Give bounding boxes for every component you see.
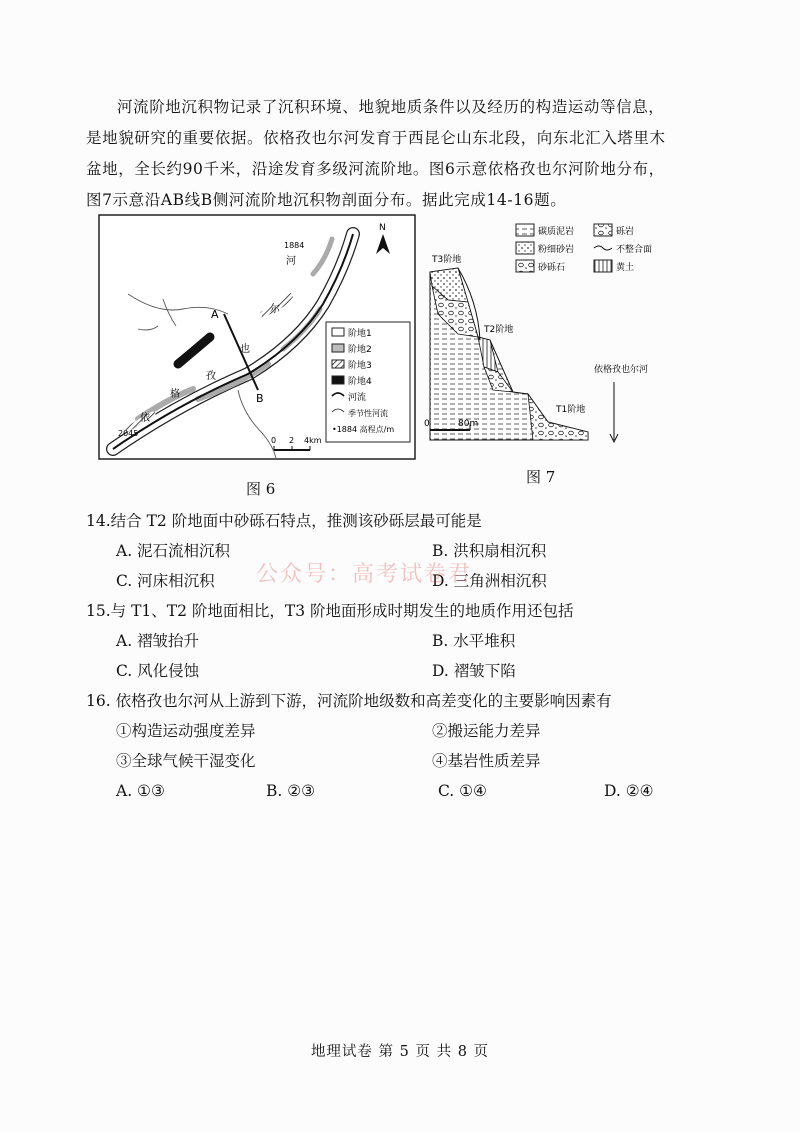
svg-text:0: 0 [271, 436, 277, 445]
question-16-options [86, 776, 726, 806]
option-c[interactable]: C. 风化侵蚀 [116, 662, 200, 680]
option-b[interactable]: B. 水平堆积 [432, 632, 516, 650]
choice-3: ③全球气候干湿变化 [116, 752, 256, 770]
river-label: 依格孜也尔河 [594, 365, 649, 375]
point-a-label: A [211, 308, 219, 321]
watermark-text: 公众号：高考试卷君 [256, 562, 473, 587]
option-a[interactable]: A. 泥石流相沉积 [116, 542, 231, 560]
map-legend [326, 322, 410, 442]
legend-sandy-gravel: 砂砾石 [538, 263, 566, 273]
question-16-stem: 16. 依格孜也尔河从上游到下游，河流阶地级数和高差变化的主要影响因素有 [86, 692, 612, 710]
svg-text:N: N [379, 223, 386, 233]
point-b-label: B [256, 392, 264, 405]
river-char: 格 [170, 389, 180, 400]
intro-paragraph [86, 92, 716, 216]
legend-seasonal-river: 季节性河流 [348, 409, 388, 418]
river-char: 也 [240, 344, 250, 355]
question-16-choices [86, 716, 726, 746]
figure-6-map [98, 214, 416, 460]
t1-gravel [528, 394, 588, 440]
option-c[interactable]: C. ①④ [438, 782, 487, 800]
option-a[interactable]: A. ①③ [116, 782, 165, 800]
legend-river: 河流 [348, 393, 367, 403]
question-14-stem: 14.结合 T2 阶地面中砂砾石特点，推测该砂砾层最可能是 [86, 512, 482, 530]
intro-line: 盆地，全长约90千米，沿途发育多级河流阶地。图6示意依格孜也尔河阶地分布， [86, 160, 665, 178]
elevation-label: 2045 [118, 429, 139, 438]
intro-line: 是地貌研究的重要依据。依格孜也尔河发育于西昆仑山东北段，向东北汇入塔里木 [86, 129, 666, 147]
elevation-label: 1884 [284, 241, 305, 250]
choice-1: ①构造运动强度差异 [116, 722, 256, 740]
figure-7-caption: 图 7 [526, 468, 556, 486]
questions-section [86, 506, 726, 806]
choice-2: ②搬运能力差异 [432, 722, 541, 740]
svg-text:0: 0 [424, 419, 430, 429]
option-b[interactable]: B. ②③ [266, 782, 316, 800]
svg-text:2: 2 [289, 436, 295, 445]
figure-6-caption: 图 6 [246, 480, 276, 498]
river-char: 河 [286, 256, 296, 267]
legend-conglomerate: 砾岩 [616, 227, 635, 237]
legend-terrace-4: 阶地4 [348, 377, 372, 387]
legend-elevation-point: •1884 高程点/m [332, 425, 395, 434]
legend-loess: 黄土 [616, 263, 635, 273]
intro-line: 河流阶地沉积物记录了沉积环境、地貌地质条件以及经历的构造运动等信息， [117, 98, 665, 116]
legend-siltstone: 粉细砂岩 [538, 245, 575, 255]
river-char: 尔 [270, 304, 280, 315]
question-16-choices [86, 746, 726, 776]
option-b[interactable]: B. 洪积扇相沉积 [432, 542, 547, 560]
intro-line: 图7示意沿AB线B侧河流阶地沉积物剖面分布。据此完成14-16题。 [86, 191, 567, 209]
option-d[interactable]: D. 褶皱下陷 [432, 662, 516, 680]
page-footer: 地理试卷 第 5 页 共 8 页 [310, 1044, 490, 1060]
svg-text:80m: 80m [458, 419, 479, 429]
option-c[interactable]: C. 河床相沉积 [116, 572, 215, 590]
svg-text:4km: 4km [304, 436, 322, 445]
question-15-options [86, 626, 726, 656]
figure-7-profile [418, 222, 708, 462]
option-d[interactable]: D. 三角洲相沉积 [432, 572, 547, 590]
option-a[interactable]: A. 褶皱抬升 [116, 632, 200, 650]
legend-terrace-3: 阶地3 [348, 361, 372, 371]
option-d[interactable]: D. ②④ [604, 782, 654, 800]
t3-label: T3阶地 [432, 255, 462, 265]
legend-terrace-1: 阶地1 [348, 329, 372, 339]
question-15-options [86, 656, 726, 686]
question-15-stem: 15.与 T1、T2 阶地面相比，T3 阶地面形成时期发生的地质作用还包括 [86, 602, 574, 620]
t1-label: T1阶地 [556, 405, 586, 415]
river-char: 孜 [206, 371, 216, 382]
legend-carbon-mudstone: 碳质泥岩 [538, 227, 575, 237]
profile-legend [516, 224, 652, 273]
legend-unconformity: 不整合面 [616, 245, 653, 255]
legend-terrace-2: 阶地2 [348, 345, 372, 355]
t2-label: T2阶地 [484, 325, 514, 335]
choice-4: ④基岩性质差异 [432, 752, 541, 770]
river-char: 依 [140, 413, 150, 424]
